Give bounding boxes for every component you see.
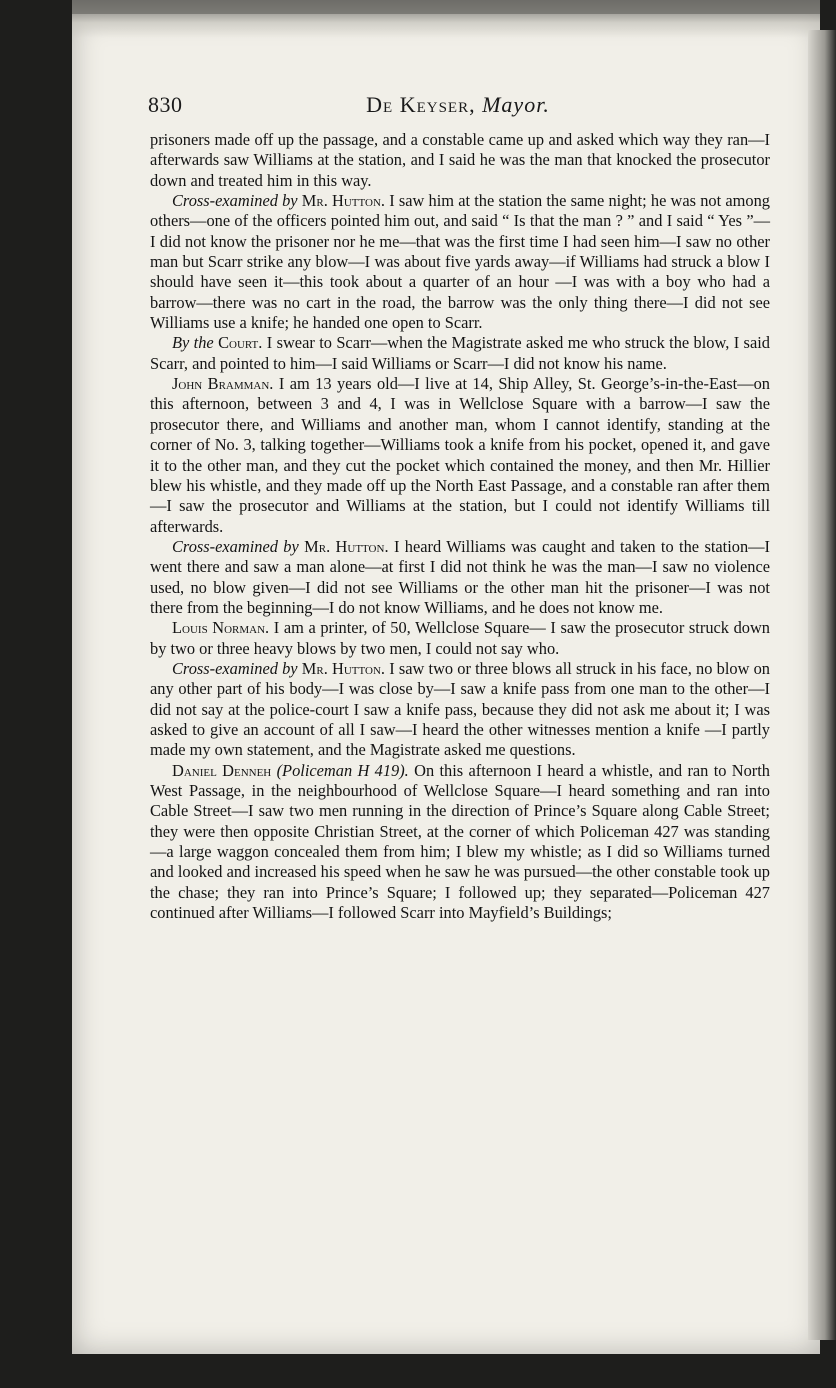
paragraph-text: I am 13 years old—I live at 14, Ship Alley, St. George’s-in-the-East—on this afternoon, between 3 and 4, I was in Wellclose Square with a barrow—I saw the prosecutor there, and Williams and another man, whom I cannot identify, standing at the corner of No. 3, talking together—Williams took a knife from his pocket, opened it, and gave it to the other man, and they cut the pocket which contained the money, and then Mr. Hillier blew his whistle, and they made off up the North East Passage, and a constable ran after them—I saw the prosecutor and Williams at the station, but I could not identify Williams till afterwards. — [150, 374, 770, 536]
paragraph-2 — [150, 333, 770, 374]
witness-name: John Bramman. — [172, 374, 274, 394]
speaker-name: Mr. Hutton. — [301, 658, 385, 678]
paragraph-4 — [150, 537, 770, 618]
page-number: 830 — [148, 92, 183, 117]
title-role: Mayor. — [482, 92, 550, 117]
paragraph-text: On this afternoon I heard a whistle, and ran to North West Passage, in the neighbourhood of Wellclose Square—I heard something and ran into Cable Street—I saw two men running in the direction of Prince’s Square along Cable Street; they were then opposite Christian Street, at the corner of which Policeman 427 was standing—a large waggon concealed them from him; I blew my whistle; as I did so Williams turned and looked and increased his speed when he saw he was pursued—the other constable took up the chase; they ran into Prince’s Square; I followed up; they separated—Policeman 427 continued after Williams—I followed Scarr into Mayfield’s Buildings; — [150, 760, 771, 923]
paragraph-text: I saw him at the station the same night; he was not among others—one of the officers pointed him out, and said “ Is that the man ? ” and I said “ Yes ”—I did not know the prisoner nor he me—that was the first time I had seen him—I saw no other man but Scarr strike any blow—I was about five yards away—if Williams had struck a blow I should have seen it—this took about a quarter of an hour —I was with a boy who had a barrow—there was no cart in the road, the barrow was the only thing there—I did not see Williams use a knife; he handed one open to Scarr. — [150, 191, 770, 333]
page-right-edge — [808, 30, 836, 1340]
paragraph-text: I heard Williams was caught and taken to the station—I went there and saw a man alone—at first I did not think he was the man—I saw no violence used, no blow given—I did not see Williams or the other man hit the prisoner—I was not there from the beginning—I do not know Williams, and he does not know me. — [150, 536, 771, 617]
paragraph-text: I swear to Scarr—when the Magistrate asked me who struck the blow, I said Scarr, and pointed to him—I said Williams or Scarr—I did not know his name. — [150, 333, 770, 373]
speaker-name: Mr. Hutton. — [304, 536, 389, 556]
speaker-intro: Cross-examined by — [172, 658, 298, 678]
speaker-intro: Cross-examined by — [172, 536, 299, 556]
paragraph-text: I am a printer, of 50, Wellclose Square— I saw the prosecutor struck down by two or three heavy blows by two men, I could not say who. — [150, 618, 770, 658]
speaker-intro: Cross-examined by — [172, 191, 298, 211]
witness-name: Louis Norman. — [172, 618, 270, 638]
running-head — [148, 92, 768, 122]
body-text — [150, 130, 770, 923]
paragraph-5 — [150, 618, 770, 659]
paragraph-6 — [150, 659, 770, 761]
paragraph-7 — [150, 761, 770, 924]
running-title — [148, 92, 768, 118]
witness-role: (Policeman H 419). — [276, 760, 409, 780]
title-name: De Keyser, — [366, 92, 476, 117]
page-top-edge — [72, 0, 820, 38]
paragraph-text: I saw two or three blows all struck in his face, no blow on any other part of his body—I was close by—I saw a knife pass from one man to the other—I did not say at the police-court I saw a knife pass, because they did not ask me about it; I was asked to give an account of all I saw—I heard the other witnesses mention a knife —I partly made my own statement, and the Magistrate asked me questions. — [150, 658, 770, 760]
paragraph-text: prisoners made off up the passage, and a constable came up and asked which way they ran—I afterwards saw Williams at the station, and I said he was the man that knocked the prosecutor down and treated him in this way. — [150, 130, 770, 190]
speaker-name: Court. — [218, 333, 263, 353]
speaker-name: Mr. Hutton. — [301, 191, 385, 211]
witness-name: Daniel Denneh — [172, 760, 272, 780]
paragraph-1 — [150, 191, 770, 333]
paragraph-0 — [150, 130, 770, 191]
paragraph-3 — [150, 374, 770, 537]
speaker-intro: By the — [172, 333, 214, 353]
